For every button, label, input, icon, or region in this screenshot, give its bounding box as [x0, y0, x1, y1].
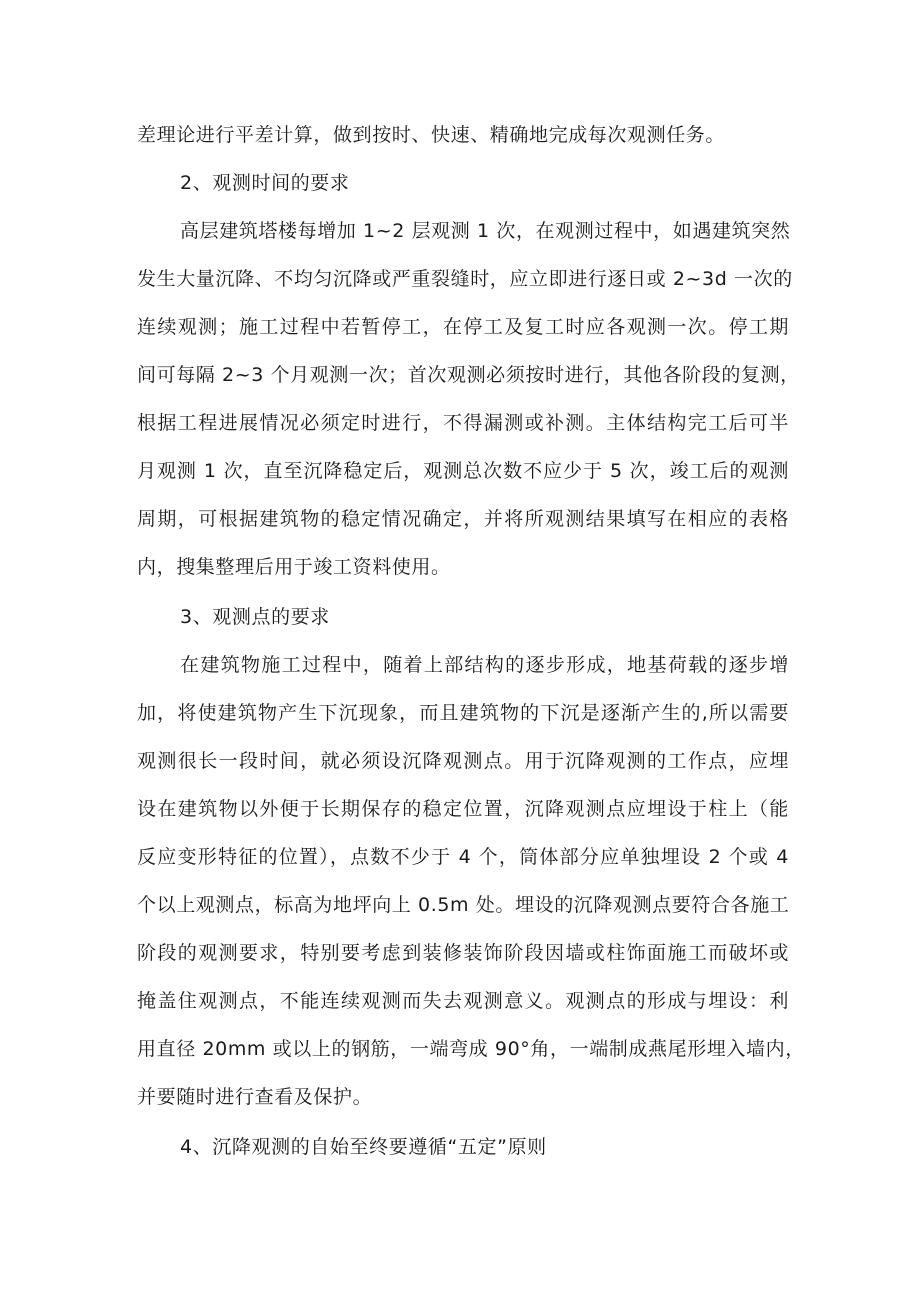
- paragraph-line: 用直径 20mm 或以上的钢筋，一端弯成 90°角，一端制成燕尾形埋入墙内，: [137, 1038, 805, 1060]
- paragraph-line: 高层建筑塔楼每增加 1~2 层观测 1 次，在观测过程中，如遇建筑突然: [180, 220, 791, 242]
- section-heading-4: 4、沉降观测的自始至终要遵循“五定”原则: [180, 1136, 547, 1158]
- paragraph-line: 月观测 1 次，直至沉降稳定后，观测总次数不应少于 5 次，竣工后的观测: [137, 460, 789, 482]
- paragraph-line: 观测很长一段时间，就必须设沉降观测点。用于沉降观测的工作点，应埋: [137, 750, 789, 772]
- paragraph-line: 周期，可根据建筑物的稳定情况确定，并将所观测结果填写在相应的表格: [137, 508, 789, 530]
- paragraph-line: 设在建筑物以外便于长期保存的稳定位置，沉降观测点应埋设于柱上（能: [137, 798, 789, 820]
- paragraph-line: 加，将使建筑物产生下沉现象，而且建筑物的下沉是逐渐产生的,所以需要: [137, 702, 789, 724]
- paragraph-line: 在建筑物施工过程中，随着上部结构的逐步形成，地基荷载的逐步增: [180, 654, 789, 676]
- paragraph-line: 掩盖住观测点，不能连续观测而失去观测意义。观测点的形成与埋设：利: [137, 990, 789, 1012]
- paragraph-line: 差理论进行平差计算，做到按时、快速、精确地完成每次观测任务。: [137, 124, 726, 146]
- paragraph-line: 反应变形特征的位置），点数不少于 4 个，筒体部分应单独埋设 2 个或 4: [137, 846, 789, 868]
- paragraph-line: 并要随时进行查看及保护。: [137, 1086, 373, 1108]
- paragraph-line: 内，搜集整理后用于竣工资料使用。: [137, 556, 451, 578]
- paragraph-line: 连续观测；施工过程中若暂停工，在停工及复工时应各观测一次。停工期: [137, 316, 789, 338]
- paragraph-line: 间可每隔 2~3 个月观测一次；首次观测必须按时进行，其他各阶段的复测，: [137, 364, 800, 386]
- section-heading-3: 3、观测点的要求: [180, 606, 330, 628]
- paragraph-line: 发生大量沉降、不均匀沉降或严重裂缝时，应立即进行逐日或 2~3d 一次的: [137, 268, 793, 290]
- section-heading-2: 2、观测时间的要求: [180, 172, 350, 194]
- paragraph-line: 个以上观测点，标高为地坪向上 0.5m 处。埋设的沉降观测点要符合各施工: [137, 894, 790, 916]
- paragraph-line: 根据工程进展情况必须定时进行，不得漏测或补测。主体结构完工后可半: [137, 412, 789, 434]
- paragraph-line: 阶段的观测要求，特别要考虑到装修装饰阶段因墙或柱饰面施工而破坏或: [137, 942, 789, 964]
